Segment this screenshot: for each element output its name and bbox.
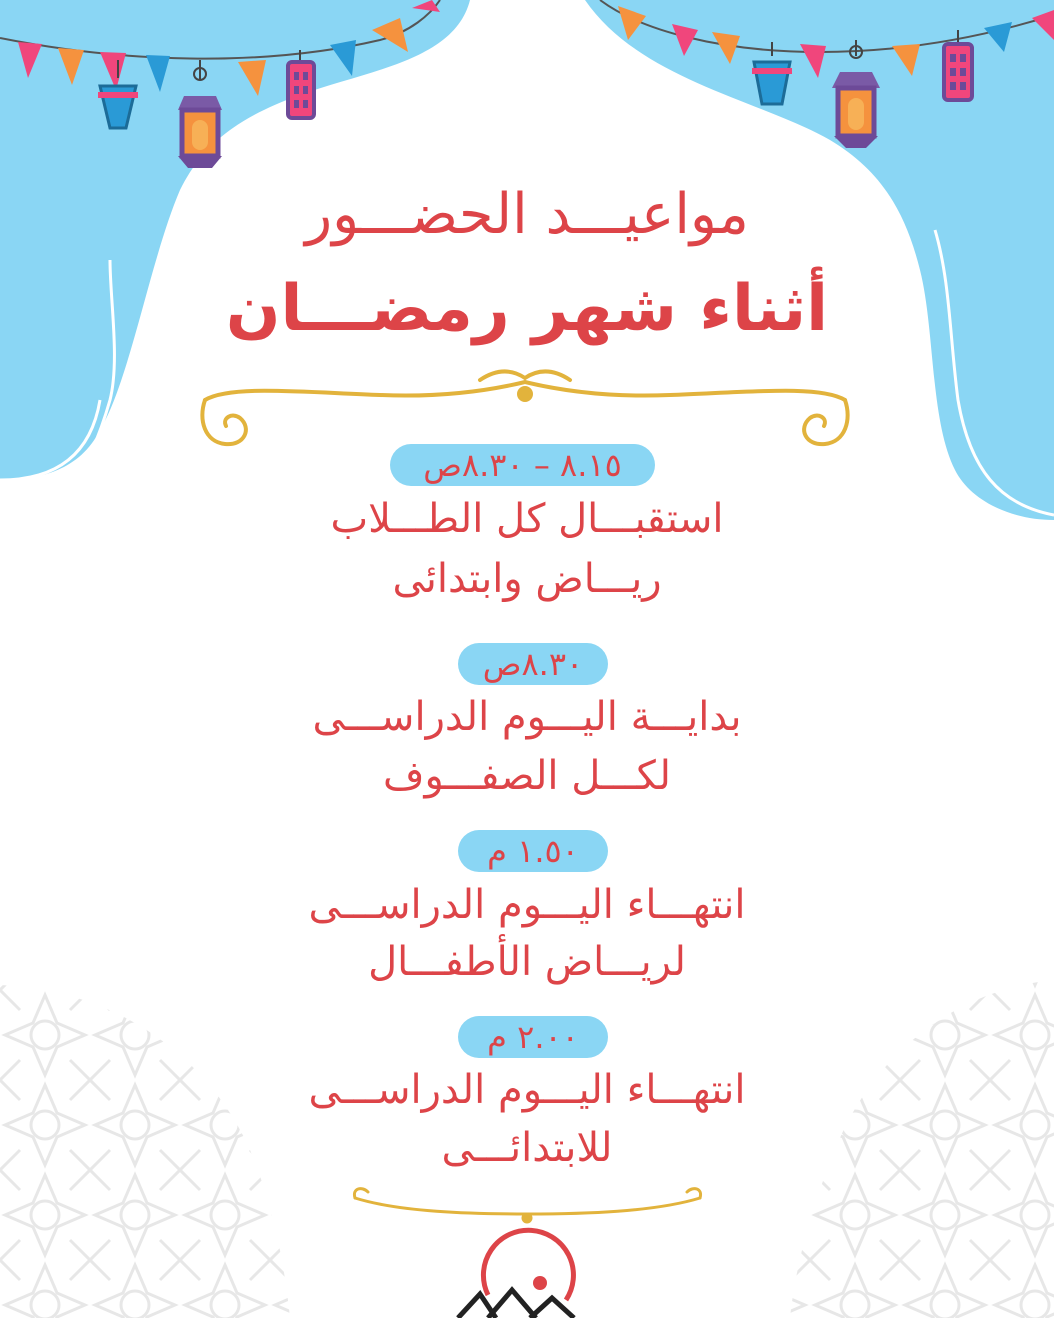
ornament-divider-top-icon [202,371,847,444]
schedule-2-line-1: بدايـــة اليـــوم الدراســـى [312,694,742,740]
schedule-1-line-1: استقبـــال كل الطـــلاب [330,496,724,542]
time-badge-4: ٢.٠٠ م [458,1016,608,1058]
time-badge-2: ٨.٣٠ص [458,643,608,685]
schedule-2-line-2: لكـــل الصفـــوف [383,753,671,799]
schedule-1-line-2: ريـــاض وابتدائى [392,556,662,602]
ornament-divider-bottom-icon [354,1189,700,1222]
schedule-3-line-2: لريـــاض الأطفـــال [368,939,686,985]
schedule-3-line-1: انتهـــاء اليـــوم الدراســـى [308,882,746,928]
schedule-4-line-1: انتهـــاء اليـــوم الدراســـى [308,1067,746,1113]
right-curtain-icon [585,0,1054,520]
page-title-line2: أثناء شهر رمضـــان [225,272,829,346]
time-badge-3: ١.٥٠ م [458,830,608,872]
lantern-icon-2 [288,50,314,118]
page-title-line1: مواعيـــد الحضـــور [305,182,749,247]
school-logo-icon [458,1230,574,1318]
time-badge-1: ٨.١٥ – ٨.٣٠ص [390,444,655,486]
schedule-4-line-2: للابتدائـــى [441,1125,613,1171]
